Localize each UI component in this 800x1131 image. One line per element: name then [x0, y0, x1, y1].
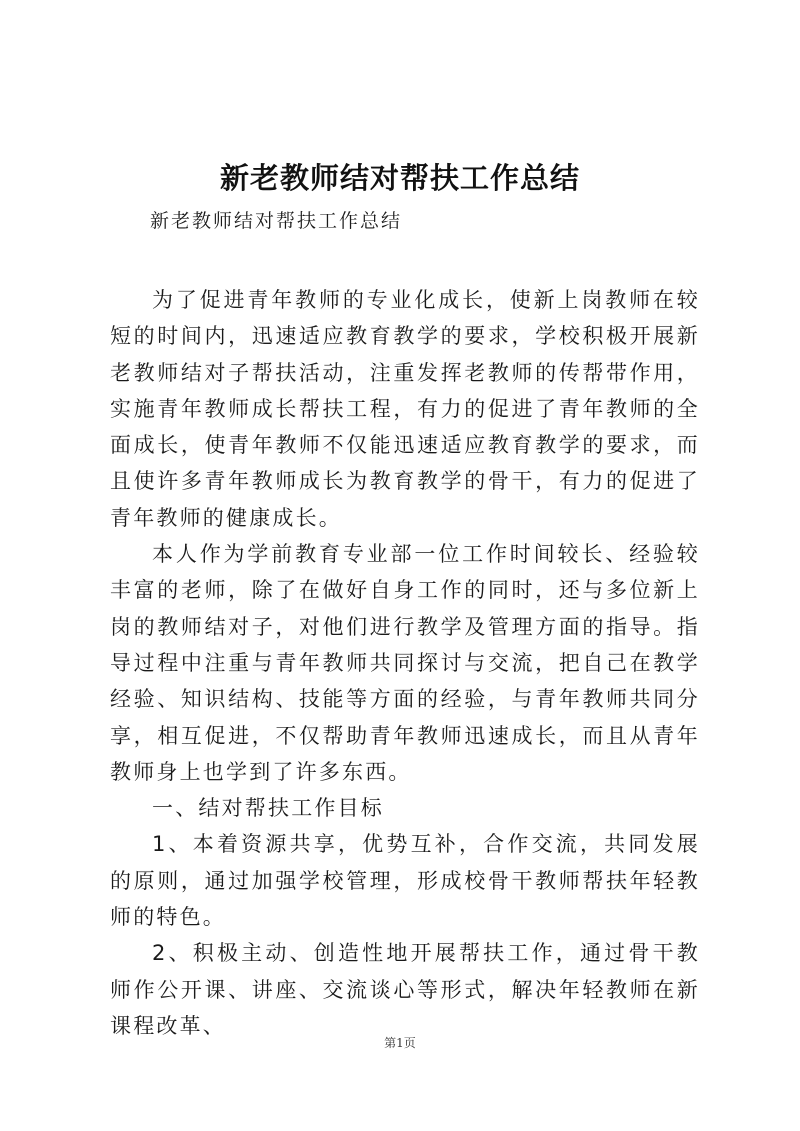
paragraph-goal-2: 2、积极主动、创造性地开展帮扶工作，通过骨干教师作公开课、讲座、交流谈心等形式，解决年轻教师在新课程改革、: [110, 941, 700, 1038]
paragraph-self-role: 本人作为学前教育专业部一位工作时间较长、经验较丰富的老师，除了在做好自身工作的同时，还与多位新上岗的教师结对子，对他们进行教学及管理方面的指导。指导过程中注重与青年教师共同探讨与交流，把自己在教学经验、知识结构、技能等方面的经验，与青年教师共同分享，相互促进，不仅帮助青年教师迅速成长，而且从青年教师身上也学到了许多东西。: [110, 542, 700, 784]
paragraph-goal-1: 1、本着资源共享，优势互补，合作交流，共同发展的原则，通过加强学校管理，形成校骨干教师帮扶年轻教师的特色。: [110, 832, 700, 930]
document-title: 新老教师结对帮扶工作总结: [219, 161, 580, 195]
section-heading-goals: 一、结对帮扶工作目标: [152, 796, 384, 821]
document-body: [110, 282, 700, 1044]
document-subtitle: 新老教师结对帮扶工作总结: [150, 210, 403, 232]
paragraph-intro: 为了促进青年教师的专业化成长，使新上岗教师在较短的时间内，迅速适应教育教学的要求，学校积极开展新老教师结对子帮扶活动，注重发挥老教师的传帮带作用，实施青年教师成长帮扶工程，有力的促进了青年教师的全面成长，使青年教师不仅能迅速适应教育教学的要求，而且使许多青年教师成长为教育教学的骨干，有力的促进了青年教师的健康成长。: [110, 288, 700, 530]
page-number: 第1页: [384, 1036, 416, 1050]
